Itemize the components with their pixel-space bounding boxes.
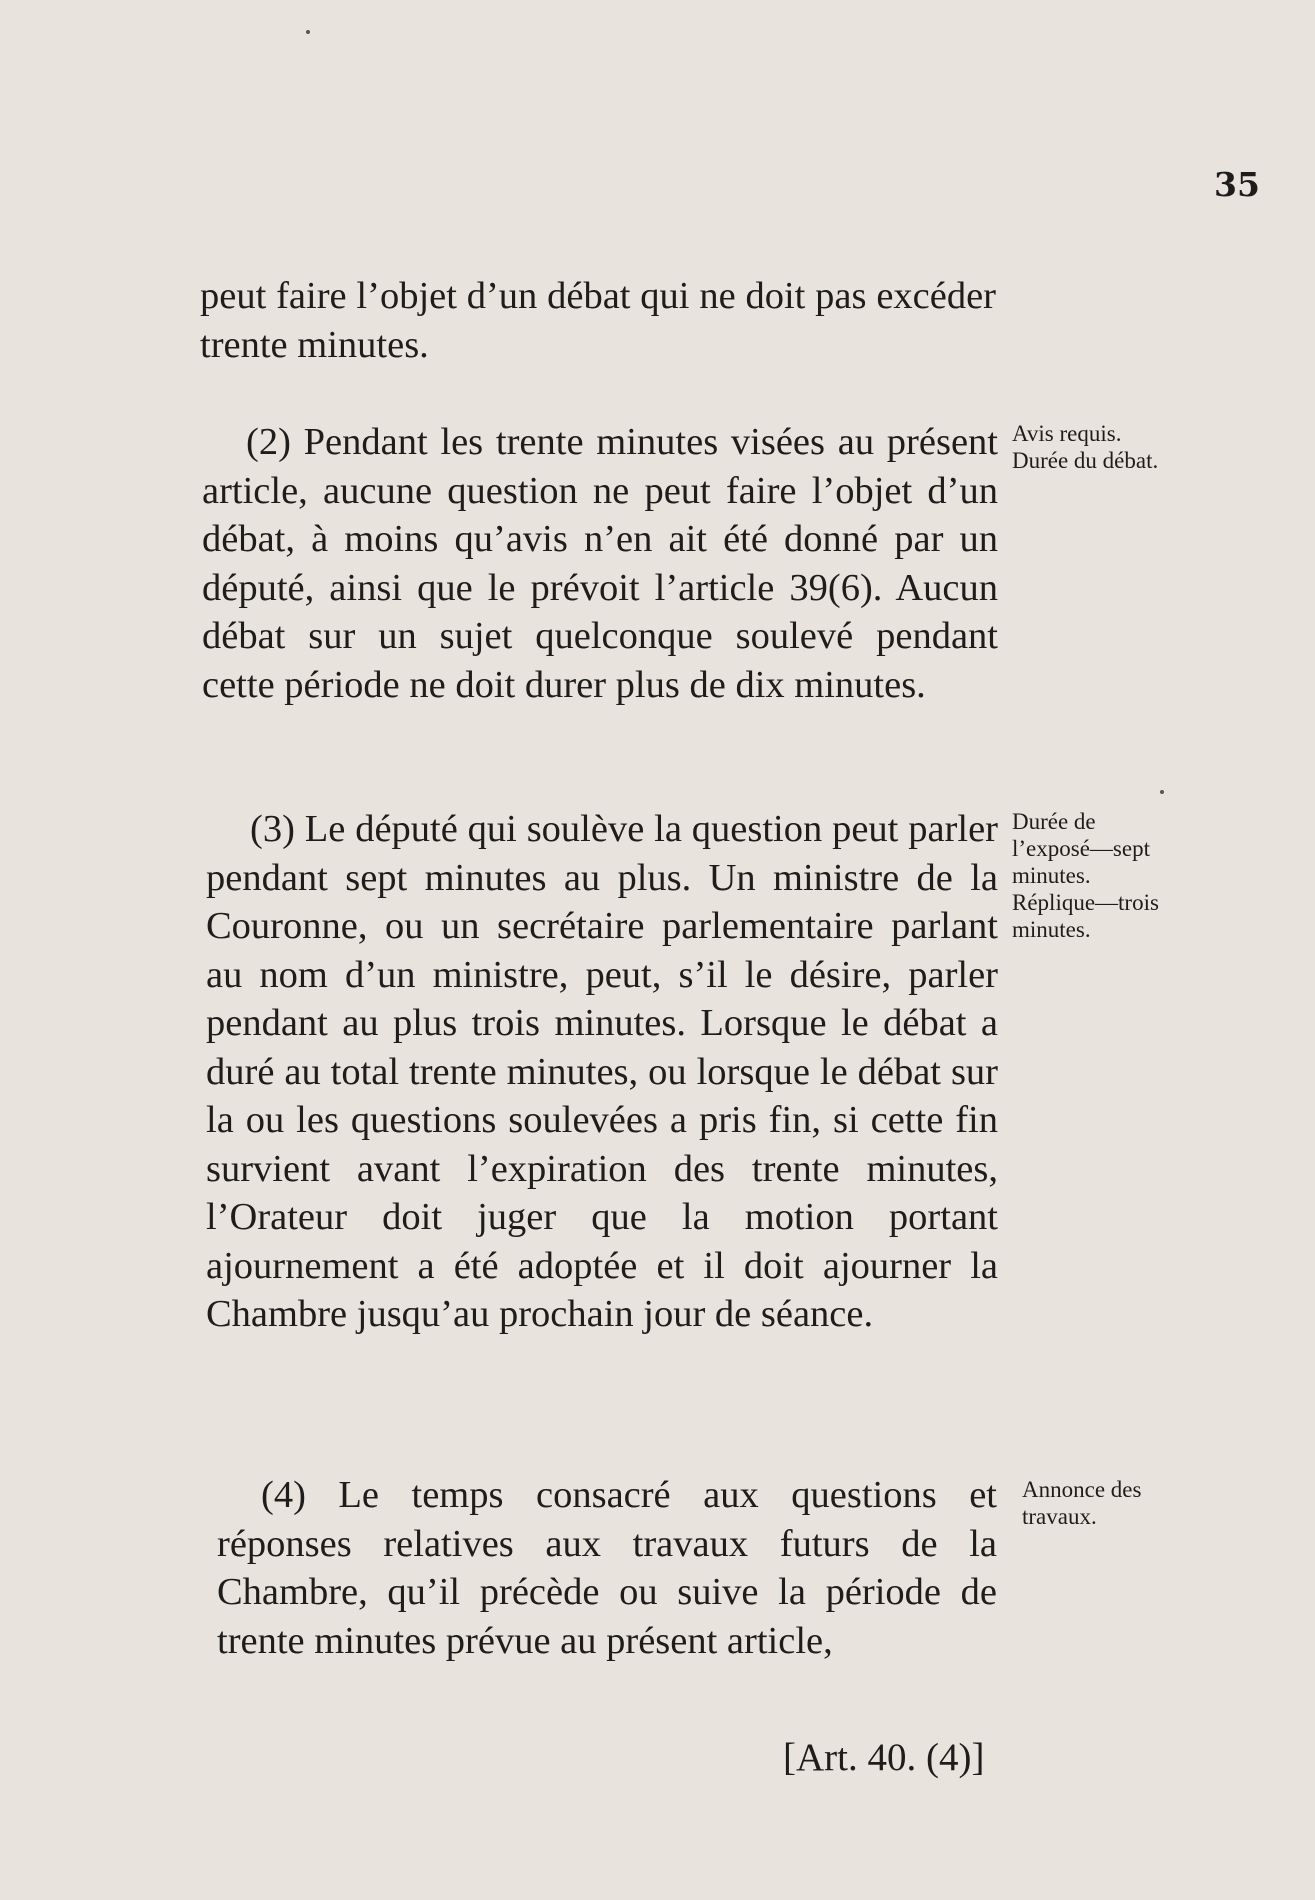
page-number: 35	[1214, 165, 1260, 204]
article-reference: [Art. 40. (4)]	[783, 1736, 985, 1779]
margin-note-line: travaux.	[1022, 1504, 1097, 1529]
margin-note-business	[1022, 1476, 1252, 1530]
paper-speck	[306, 30, 310, 34]
margin-note-line: minutes.	[1012, 863, 1091, 888]
margin-note-duration	[1012, 808, 1242, 943]
margin-note-line: l’exposé—sept	[1012, 836, 1150, 861]
paragraph-3: (3) Le député qui soulève la question peut parler pendant sept minutes au plus. Un ministre de la Couronne, ou un secrétaire parlementaire parlant au nom d’un ministre, peut, s’il le désire, parler pendant au plus trois minutes. Lorsque le débat a duré au total trente minutes, ou lorsque le débat sur la ou les questions soulevées a pris fin, si cette fin survient avant l’expiration des trente minutes, l’Orateur doit juger que la motion portant ajournement a été adoptée et il doit ajourner la Chambre jusqu’au prochain jour de séance.	[206, 808, 998, 1335]
margin-note-line: Durée du débat.	[1012, 448, 1159, 473]
margin-note-line: Réplique—trois	[1012, 890, 1159, 915]
margin-note-line: minutes.	[1012, 917, 1091, 942]
paragraph-2: (2) Pendant les trente minutes visées au présent article, aucune question ne peut faire l’objet d’un débat, à moins qu’avis n’en ait été donné par un député, ainsi que le prévoit l’article 39(6). Aucun débat sur un sujet quelconque soulevé pendant cette période ne doit durer plus de dix minutes.	[202, 421, 998, 706]
paper-speck	[1160, 790, 1164, 794]
paragraph-4: (4) Le temps consacré aux questions et réponses relatives aux travaux futurs de la Chambre, qu’il précède ou suive la période de trente minutes prévue au présent article,	[217, 1474, 997, 1662]
paragraph-continuation: peut faire l’objet d’un débat qui ne doit pas excéder trente minutes.	[200, 275, 996, 366]
margin-note-line: Durée de	[1012, 809, 1096, 834]
margin-note-line: Avis requis.	[1012, 421, 1122, 446]
margin-note-notice	[1012, 420, 1242, 474]
margin-note-line: Annonce des	[1022, 1477, 1142, 1502]
